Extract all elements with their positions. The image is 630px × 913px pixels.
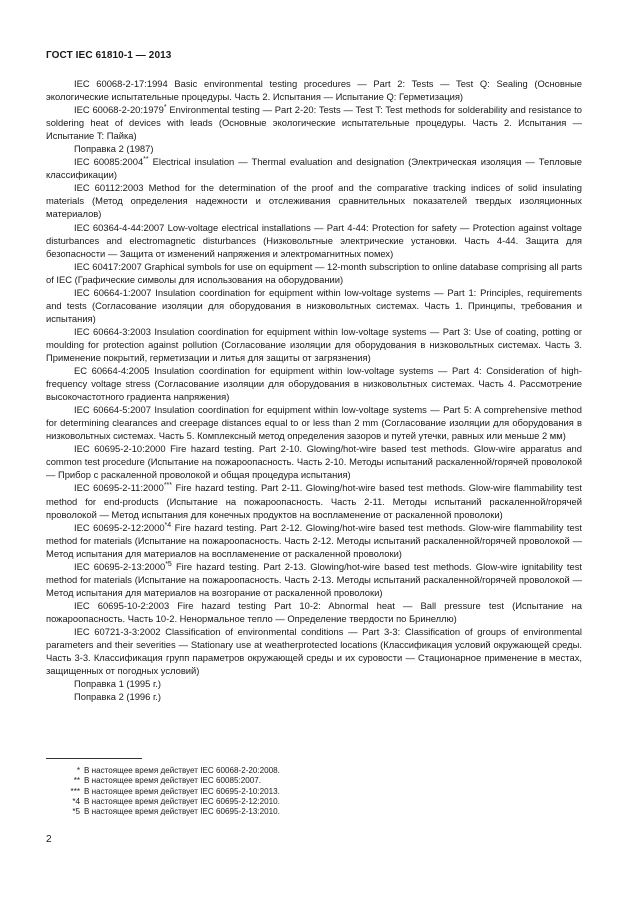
reference-id: IEC 60721-3-3:2002 [74,625,161,637]
reference-id: IEC 60695-10-2:2003 [74,599,170,611]
page-number: 2 [46,834,52,845]
reference-entry [46,221,582,260]
reference-entry [46,103,582,142]
document-header: ГОСТ IEC 61810-1 — 2013 [46,50,172,61]
reference-entry [46,325,582,364]
reference-entry [46,155,582,181]
footnote-marker: * [76,766,80,775]
reference-id: IEC 60112:2003 [74,182,144,194]
footnote-mark: ** [143,156,149,164]
reference-description: Environmental testing — Part 2-20: Tests — Test T: Test methods for solderability and resistance to soldering heat of devices with leads (Основные экологические испытательные процедуры. Часть 2. Испытания — Испытание T: Пайка) [46,104,583,142]
reference-id: IEC 60695-2-13:2000 [74,560,166,572]
reference-description: Classification of environmental conditions — Part 3-3: Classification of groups of environmental parameters and their severities — Stationary use at weatherprotected locations (Классификация условий окружающей среды. Часть 3-3. Классификация групп параметров окружающей среды и их суровости — Стационарное применение в местах, защищенных от погодных условий) [46,625,582,677]
reference-id: IEC 60695-2-11:2000 [74,482,164,494]
reference-entry [46,677,582,690]
reference-id: IEC 60364-4-44:2007 [74,221,165,233]
reference-entry [46,560,582,599]
reference-id: Поправка 1 (1995 г.) [74,678,161,690]
footnote-text: В настоящее время действует IEC 60085:2007. [84,776,261,786]
reference-entry [46,286,582,325]
reference-description: Method for the determination of the proof and the comparative tracking indices of solid insulating materials (Метод определения надежности и отслеживания сравнительных показателей твердых изоляционных материалов) [46,182,582,220]
reference-id: IEC 60085:2004 [74,156,144,168]
reference-entry [46,260,582,286]
footnote-marker: *4 [72,796,80,806]
reference-entry [46,181,582,220]
reference-entry [46,77,582,103]
footnotes [46,766,280,817]
reference-description: Basic environmental testing procedures — Part 2: Tests — Test Q: Sealing (Основные экологические испытательные процедуры. Часть 2. Испытания — Испытание Q: Герметизация) [46,78,582,103]
reference-id: Поправка 2 (1987) [74,143,154,155]
reference-id: IEC 60664-5:2007 [74,404,151,416]
footnote [46,797,280,807]
reference-entry [46,521,582,560]
reference-id: IEC 60664-3:2003 [74,325,151,337]
reference-description: Fire hazard testing. Part 2-12. Glowing/hot-wire based test methods. Glow-wire flammability test method for materials (Испытание на пожароопасность. Часть 2-12. Методы испытаний раскаленной/горячей проволокой — Метод испытания для материалов на воспламенение от раскаленной проволоки) [46,521,582,559]
reference-entry [46,690,582,703]
reference-description: Insulation coordination for equipment within low-voltage systems — Part 4: Consideration of high-frequency voltage stress (Согласование изоляции для оборудования в низковольтных системах. Часть 4. Рассмотрение высокочастотного градиента напряжения) [46,365,582,403]
footnote-marker: ** [73,776,80,786]
reference-description: Insulation coordination for equipment within low-voltage systems — Part 5: A comprehensive method for determining clearances and creepage distances equal to or less than 2 mm (Согласование изоляции для оборудования в низковольтных системах. Часть 5. Комплексный метод определения зазоров и путей утечки, равных или меньше 2 мм) [46,404,582,442]
footnote [46,807,280,817]
reference-entry [46,403,582,442]
reference-description: Fire hazard testing. Part 2-10. Glowing/hot-wire based test methods. Glow-wire apparatus and common test procedure (Испытание на пожароопасность. Часть 2-10. Методы испытаний раскаленной/горячей проволокой — Прибор с раскаленной проволокой и общая процедура испытания) [46,443,582,481]
footnote-text: В настоящее время действует IEC 60068-2-20:2008. [84,766,280,775]
footnote-text: В настоящее время действует IEC 60695-2-10:2013. [84,786,280,796]
footnote-mark: * [163,103,167,111]
footnote-text: В настоящее время действует IEC 60695-2-13:2010. [84,807,280,817]
reference-entry [46,364,582,403]
reference-id: IEC 60695-2-12:2000 [74,521,165,533]
normative-references-list [46,77,582,703]
reference-id: IEC 60695-2-10:2000 [74,443,166,455]
footnote-mark: *5 [165,560,172,568]
reference-description: Low-voltage electrical installations — Part 4-44: Protection for safety — Protection against voltage disturbances and electromagnetic disturbances (Низковольтные электрические установки. Часть 4-44. Защита для безопасности — Защита от изменений напряжения и электромагнитных помех) [46,221,582,259]
footnote-marker: *5 [72,807,80,817]
reference-id: IEC 60068-2-20:1979 [74,104,164,116]
reference-id: IEC 60417:2007 [74,260,142,272]
reference-entry [46,599,582,625]
footnote-marker: *** [70,786,80,796]
reference-description: Fire hazard testing. Part 2-11. Glowing/hot-wire based test methods. Glow-wire flammability test method for end-products (Испытание на пожароопасность. Часть 2-11. Методы испытаний раскаленной/горячей проволокой — Метод испытания для конечных продуктов на воспламенение от раскаленной проволоки) [46,482,582,520]
reference-id: IEC 60664-1:2007 [74,286,152,298]
reference-entry [46,442,582,481]
reference-description: Fire hazard testing Part 10-2: Abnormal heat — Ball pressure test (Испытание на пожароопасность. Часть 10-2. Ненормальное тепло — Определение твердости по Бринеллю) [46,599,582,624]
footnote-mark: *4 [164,521,172,529]
reference-entry [46,142,582,155]
footnote [46,776,280,786]
reference-entry [46,481,582,520]
reference-id: Поправка 2 (1996 г.) [74,691,161,703]
footnote-mark: *** [163,482,173,490]
reference-description: Graphical symbols for use on equipment — 12-month subscription to online database comprising all parts of IEC (Графические символы для использования на оборудовании) [46,260,583,285]
footnote [46,787,280,797]
reference-description: Insulation coordination for equipment within low-voltage systems — Part 1: Principles, requirements and tests (Согласование изоляции для оборудования в низковольтных системах. Часть 1. Принципы, требования и испытания) [46,286,582,324]
reference-id: EC 60664-4:2005 [74,365,150,377]
reference-entry [46,625,582,677]
footnote-text: В настоящее время действует IEC 60695-2-12:2010. [84,796,280,806]
reference-description: Fire hazard testing. Part 2-13. Glowing/hot-wire based test methods. Glow-wire ignitability test method for materials (Испытание на пожароопасность. Часть 2-13. Методы испытаний раскаленной/горячей проволокой — Метод испытания для материалов на возгорание от раскаленной проволоки) [46,560,582,598]
reference-description: Electrical insulation — Thermal evaluation and designation (Электрическая изоляция — Тепловые классификации) [46,156,583,181]
reference-id: IEC 60068-2-17:1994 [74,78,168,89]
reference-description: Insulation coordination for equipment within low-voltage systems — Part 3: Use of coating, potting or moulding for protection against pollution (Согласование изоляции для оборудования в низковольтных системах. Часть 3. Применение покрытий, герметизации и литья для защиты от загрязнения) [46,325,582,363]
footnote-separator [46,758,142,759]
footnote [46,766,280,776]
